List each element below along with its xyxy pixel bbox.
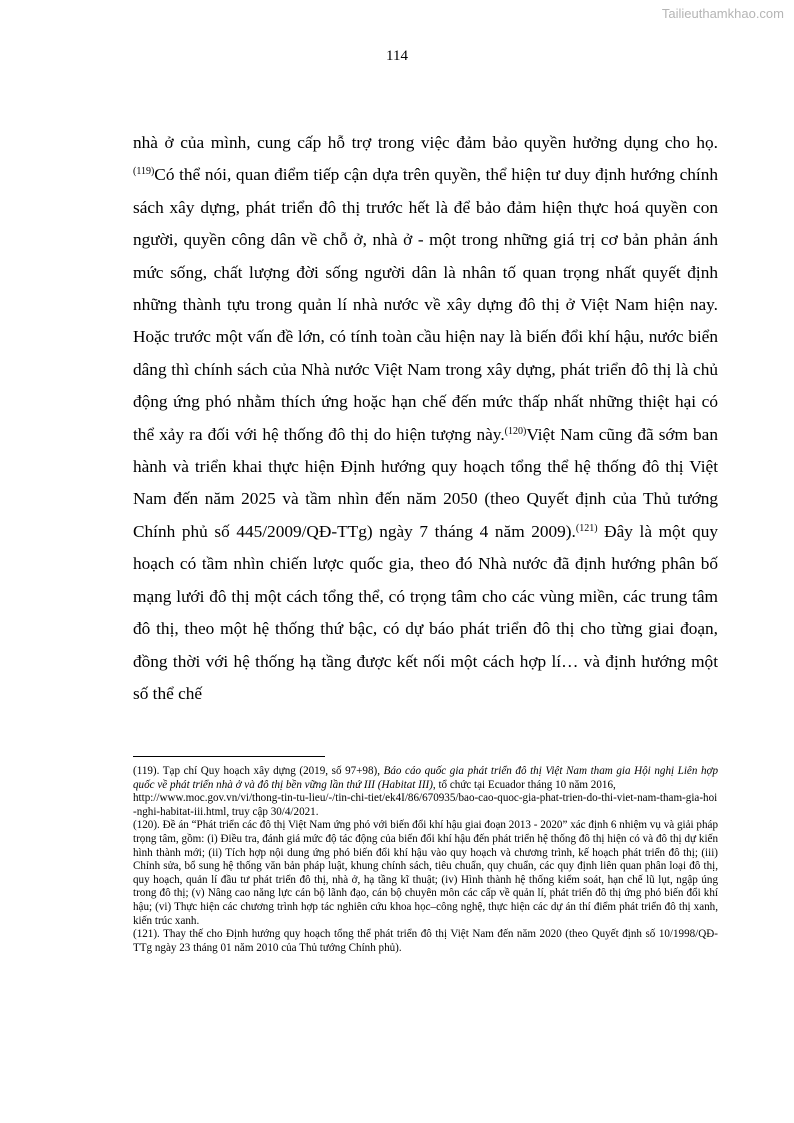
body-text-segment: Có thể nói, quan điểm tiếp cận dựa trên quyền, thể hiện tư duy định hướng chính sách xây dựng, phát triển đô thị trước hết là để bảo đảm hiện thực hoá quyền con người, quyền công dân về chỗ ở, nhà ở - một trong những giá trị cơ bản phản ánh mức sống, chất lượng đời sống người dân là nhân tố quan trọng nhất quyết định những thành tựu trong quản lí nhà nước về xây dựng đô thị ở Việt Nam hiện nay. Hoặc trước một vấn đề lớn, có tính toàn cầu hiện nay là biến đổi khí hậu, nước biển dâng thì chính sách của Nhà nước Việt Nam trong xây dựng, phát triển đô thị là chủ động ứng phó nhằm thích ứng hoặc hạn chế đến mức thấp nhất những thiệt hại có thể xảy ra đối với hệ thống đô thị do hiện tượng này. — [133, 165, 718, 444]
footnote-121: (121). Thay thế cho Định hướng quy hoạch tổng thể phát triển đô thị Việt Nam đến năm 2020 (theo Quyết định số 10/1998/QĐ-TTg ngày 23 tháng 01 năm 2010 của Thủ tướng Chính phủ). — [133, 928, 718, 954]
page-number: 114 — [386, 48, 408, 64]
footnote-119 — [133, 765, 718, 792]
footnote-separator — [133, 756, 325, 757]
body-text-segment: nhà ở của mình, cung cấp hỗ trợ trong việc đảm bảo quyền hưởng dụng cho họ. — [133, 133, 718, 152]
watermark: Tailieuthamkhao.com — [661, 6, 784, 21]
main-body-text — [133, 127, 718, 710]
footnote-120: (120). Đề án “Phát triển các đô thị Việt Nam ứng phó với biến đổi khí hậu giai đoạn 2013 - 2020” xác định 6 nhiệm vụ và giải pháp trọng tâm, gồm: (i) Điều tra, đánh giá mức độ tác động của biến đổi khí hậu đến phát triển hệ thống đô thị hiện có và đô thị dự kiến hình thành mới; (ii) Tích hợp nội dung ứng phó biến đổi khí hậu vào quy hoạch và chương trình, kế hoạch phát triển đô thị; (iii) Chỉnh sửa, bổ sung hệ thống văn bản pháp luật, khung chính sách, tiêu chuẩn, quy chuẩn, các quy định liên quan phân loại đô thị, quy hoạch, quản lí đầu tư phát triển đô thị, nhà ở, hạ tầng kĩ thuật; (iv) Hình thành hệ thống kiểm soát, hạn chế lũ lụt, ngập úng trong đô thị; (v) Nâng cao năng lực cán bộ lãnh đạo, cán bộ chuyên môn các cấp về quản lí, phát triển đô thị ứng phó biến đổi khí hậu; (vi) Thực hiện các chương trình hợp tác nghiên cứu khoa học–công nghệ, thực hiện các dự án thí điểm phát triển đô thị xanh, kiến trúc xanh. — [133, 819, 718, 927]
body-paragraph — [133, 127, 718, 710]
footnotes — [133, 765, 718, 955]
body-text-segment: Việt Nam cũng đã sớm ban hành và triển khai thực hiện Định hướng quy hoạch tổng thể hệ thống đô thị Việt Nam đến năm 2025 và tầm nhìn đến năm 2050 (theo Quyết định của Thủ tướng Chính phủ số 445/2009/QĐ-TTg) ngày 7 tháng 4 năm 2009). — [133, 424, 718, 541]
footnote-ref-120[interactable]: (120) — [504, 425, 527, 437]
footnote-119-url[interactable]: http://www.moc.gov.vn/vi/thong-tin-tu-lieu/-/tin-chi-tiet/ek4I/86/670935/bao-cao-quoc-gia-phat-trien-do-thi-viet-nam-tham-gia-hoi-nghi-habitat-iii.html, truy cập 30/4/2021. — [133, 792, 718, 818]
footnote-ref-119[interactable]: (119) — [133, 166, 155, 178]
body-text-segment: Đây là một quy hoạch có tầm nhìn chiến lược quốc gia, theo đó Nhà nước đã định hướng phân bố mạng lưới đô thị một cách tổng thể, có trọng tâm cho các vùng miền, các trung tâm đô thị, theo một hệ thống thứ bậc, có dự báo phát triển đô thị cho từng giai đoạn, đồng thời với hệ thống hạ tầng được kết nối một cách hợp lí… và định hướng một số thể chế — [133, 521, 718, 703]
footnote-119-title: Báo cáo quốc gia phát triển đô thị Việt Nam tham gia Hội nghị Liên hợp quốc về phát triển nhà ở và đô thị bền vững lần thứ III (Habitat III) — [133, 765, 718, 791]
footnote-119-lead: (119). Tạp chí Quy hoạch xây dựng (2019, số 97+98), — [133, 765, 384, 777]
footnote-ref-121[interactable]: (121) — [575, 522, 598, 534]
footnote-119-tail: , tổ chức tại Ecuador tháng 10 năm 2016, — [432, 778, 616, 791]
